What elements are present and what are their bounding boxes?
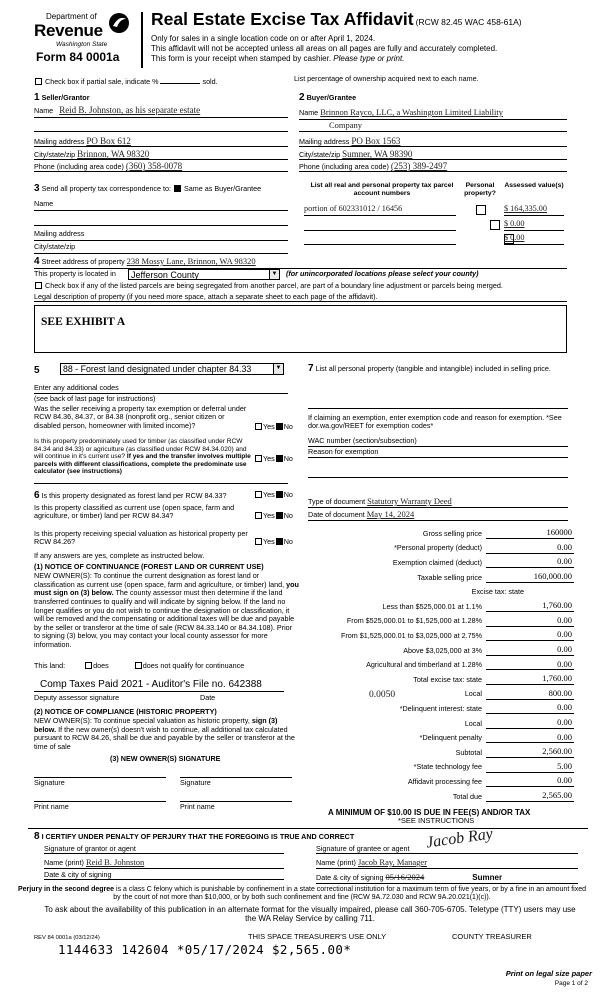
fee-label: From $1,525,000.01 to $3,025,000 at 2.75%: [340, 630, 482, 640]
see-back-note: (see back of last page for instructions): [34, 394, 156, 403]
minimum-due-note: A MINIMUM OF $10.00 IS DUE IN FEE(S) AND/OR TAX: [328, 808, 531, 817]
signature-label-2: Signature: [180, 778, 211, 787]
fee-label: Agricultural and timberland at 1.28%: [366, 660, 482, 670]
header-note-1: Only for sales in a single location code on or after April 1, 2024.: [151, 34, 376, 43]
alt-format-note: To ask about the availability of this publication in an alternate format for the visually impaired, please call 360-705-6705. Teletype (TTY) users may use the WA Relay Service by calling 711.: [44, 905, 576, 924]
buyer-name-line-2[interactable]: [299, 121, 567, 132]
forest-land-question: 6 Is this property designated as forest land per RCW 84.33?: [34, 490, 227, 501]
deputy-signature-label: Deputy assessor signature: [34, 693, 120, 702]
notice-3-title: (3) NEW OWNER(S) SIGNATURE: [110, 754, 221, 763]
doc-type-value: Statutory Warranty Deed: [367, 496, 452, 506]
buyer-mail-value: PO Box 1563: [351, 136, 401, 146]
header-divider: [141, 12, 143, 68]
assessed-value-1[interactable]: $ 164,335.00: [504, 204, 564, 216]
current-use-yes-checkbox[interactable]: [255, 512, 262, 519]
this-land-row: This land: does does not qualify for continuance: [34, 661, 245, 670]
print-legal-note: Print on legal size paper: [505, 969, 592, 978]
buyer-city-field[interactable]: City/state/zip Sumner, WA 98390: [299, 149, 567, 160]
section-7-line: [308, 408, 568, 409]
county-row: This property is located in: [34, 269, 116, 278]
fee-label: Local: [464, 718, 482, 728]
parcels-col-header: List all real and personal property tax parcel account numbers: [310, 182, 454, 197]
seller-name-value: Reid B. Johnston, as his separate estate: [59, 105, 201, 115]
grantor-name-value: Reid B. Johnston: [85, 857, 145, 867]
header-notes: [151, 34, 497, 63]
correspondence-heading: 3 Send all property tax correspondence to: Same as Buyer/Grantee: [34, 183, 262, 194]
current-use-yes-no: Yes No: [254, 512, 293, 520]
seller-phone-value: (360) 358-0078: [125, 161, 183, 171]
seller-empty-line: [34, 122, 288, 132]
same-as-buyer-checkbox[interactable]: [174, 185, 181, 192]
exemption-no-checkbox[interactable]: [276, 423, 283, 430]
notice-1-title: (1) NOTICE OF CONTINUANCE (FOREST LAND OR CURRENT USE): [34, 562, 264, 571]
buyer-name-value-2: Company: [329, 120, 363, 130]
assessed-value-2[interactable]: $ 0.00: [504, 219, 564, 231]
legal-description-box[interactable]: [34, 305, 567, 353]
buyer-name-value-1: Brinnon Rayco, LLC, a Washington Limited Liability: [320, 107, 504, 117]
ownership-note: List percentage of ownership acquired next to each name.: [294, 74, 479, 83]
owner-signature-2[interactable]: [180, 768, 292, 778]
assessor-note-field[interactable]: [34, 679, 284, 692]
fee-row: [312, 542, 574, 554]
seller-city-field[interactable]: City/state/zip Brinnon, WA 98320: [34, 149, 288, 160]
revenue-logo: [34, 10, 138, 66]
fee-amount-field[interactable]: 1,760.00: [486, 601, 574, 612]
timber-yes-checkbox[interactable]: [255, 455, 262, 462]
current-use-no-checkbox[interactable]: [276, 512, 283, 519]
chevron-down-icon: ▼: [273, 364, 283, 374]
grantee-date-value: 05/16/2024: [385, 872, 425, 882]
dept-line1: Department of: [46, 12, 97, 21]
fee-row: [312, 775, 574, 787]
header-note-3: This form is your receipt when stamped by cashier. Please type or print.: [151, 53, 405, 63]
reason-line-2[interactable]: [308, 468, 568, 478]
forest-yes-no: Yes No: [254, 491, 293, 499]
notice-2-text: NEW OWNER(S): To continue special valuation as historic property, sign (3) below. If the new owner(s) doesn't wish to continue, all additional tax calculated pursuant to RCW 84.26, shall be due and payable by the seller or transferor at the time of sale: [34, 716, 295, 751]
timber-no-checkbox[interactable]: [276, 455, 283, 462]
fee-row: [312, 790, 574, 802]
fee-amount-field[interactable]: 160,000.00: [486, 572, 574, 583]
exemption-yes-checkbox[interactable]: [255, 423, 262, 430]
exemption-yes-no: Yes No: [254, 423, 293, 431]
segregated-row: Check box if any of the listed parcels are being segregated from another parcel, are part of a boundary line adjustment or parcels being merged.: [34, 282, 503, 290]
fee-label: Total excise tax: state: [413, 674, 482, 684]
seller-mail-field[interactable]: Mailing address PO Box 612: [34, 136, 288, 147]
treasurer-space-label: THIS SPACE TREASURER'S USE ONLY: [248, 932, 387, 941]
section-5-num: 5: [34, 365, 40, 376]
fee-row: [312, 658, 574, 670]
local-rate: 0.0050: [369, 690, 396, 700]
deputy-date-label: Date: [200, 693, 216, 702]
fee-amount-field[interactable]: 0.00: [486, 660, 574, 671]
seller-mail-value: PO Box 612: [86, 136, 131, 146]
section-8-top-line: [28, 828, 588, 829]
form-number: Form 84 0001a: [36, 50, 120, 64]
print-name-label-2: Print name: [180, 802, 215, 811]
personal-property-checkbox-2[interactable]: [490, 220, 500, 230]
notice-1-text: NEW OWNER(S): To continue the current designation as forest land or classification as current use (open space, farm and agriculture, or timber) land, you must sign on (3) below. The county assessor must then determine if the land transferred continues to qualify and will indicate by signing below. If the land no longer qualifies or you do not wish to continue the designation or classification, it will be removed and the compensating or additional taxes will be due and payable by the seller or transferor at the time of sale (RCW 84.33.140 or 84.34.108). Prior to signing (3) below, you may contact your local county assessor for more information.: [34, 571, 299, 650]
exemption-instructions: If claiming an exemption, enter exemption code and reason for exemption. *See dor.wa.gov/REET for exemption codes*: [308, 413, 562, 431]
header-note-2: This affidavit will not be accepted unless all areas on all pages are fully and accurately completed.: [151, 43, 498, 53]
grantor-name-field[interactable]: Name (print) Reid B. Johnston: [44, 858, 284, 869]
revision-label: REV 84 0001a (03/12/24): [34, 935, 100, 941]
timber-question: Is this property predominately used for timber (as classified under RCW 84.34 and 84.33) or agriculture (as classified under RCW 84.34.020) and will continue in it's current use? If yes and the transfer involves multiple parcels with different classifications, complete the predominate use calculator (see instructions): [34, 438, 251, 476]
fee-label: Less than $525,000.01 at 1.1%: [382, 601, 482, 611]
corr-mail-field[interactable]: Mailing address: [34, 230, 288, 241]
fee-label: From $525,000.01 to $1,525,000 at 1.28%: [346, 616, 482, 626]
fee-row: [312, 761, 574, 773]
dept-state: Washington State: [56, 41, 108, 48]
perjury-note: Perjury in the second degree is a class C felony which is punishable by confinement in a state correctional institution for a maximum term of five years, or by a fine in an amount fixed by the court of not more than $10,000, or by both such confinement and fine (RCW 9A.72.030 and RCW 9A.20.021(1)(c)).: [17, 886, 587, 902]
seller-name-field[interactable]: Name Reid B. Johnston, as his separate estate: [34, 105, 288, 118]
doc-date-value: May 14, 2024: [366, 509, 415, 519]
does-checkbox[interactable]: [85, 662, 92, 669]
grantee-signature: Jacob Ray: [425, 825, 494, 852]
fee-label: Above $3,025,000 at 3%: [403, 645, 482, 655]
doc-date-field[interactable]: Date of document May 14, 2024: [308, 510, 568, 521]
fee-amount-field[interactable]: 0.00: [486, 703, 574, 714]
timber-yes-no: Yes No: [254, 455, 293, 463]
forest-no-checkbox[interactable]: [276, 491, 283, 498]
historical-no-checkbox[interactable]: [276, 538, 283, 545]
if-yes-note: If any answers are yes, complete as instructed below.: [34, 551, 205, 560]
assessed-value-3[interactable]: $ 0.00: [504, 233, 564, 245]
doc-type-field[interactable]: Type of document Statutory Warranty Deed: [308, 497, 568, 508]
fee-label: *Personal property (deduct): [394, 543, 482, 553]
parcel-row-1[interactable]: portion of 602331012 / 16456: [304, 204, 456, 216]
fee-row: [312, 600, 574, 612]
county-note: (for unincorporated locations please select your county): [286, 269, 479, 278]
fee-amount-field[interactable]: 2,565.00: [486, 791, 574, 802]
section-7-text: 7 List all personal property (tangible and intangible) included in selling price.: [308, 363, 551, 374]
grantee-name-value: Jacob Ray, Manager: [357, 857, 428, 867]
fee-row: [312, 571, 574, 583]
fee-row: [312, 746, 574, 758]
revenue-swoosh-icon: [108, 12, 130, 34]
fee-row: [312, 644, 574, 656]
fee-amount-field[interactable]: 2,560.00: [486, 747, 574, 758]
street-address-field[interactable]: 4 Street address of property 238 Mossy Lane, Brinnon, WA 98320: [34, 256, 567, 269]
fee-amount-field[interactable]: 0.00: [486, 733, 574, 744]
fee-row: [312, 585, 574, 597]
personal-property-header: Personal property?: [464, 182, 496, 197]
fee-row: [312, 629, 574, 641]
buyer-heading: 2 Buyer/Grantee: [299, 92, 357, 103]
fee-label: Total due: [452, 791, 482, 801]
owner-print-1[interactable]: [34, 792, 166, 802]
does-not-checkbox[interactable]: [135, 662, 142, 669]
fee-row: [312, 527, 574, 539]
fee-amount-field[interactable]: 160000: [486, 528, 574, 539]
historical-yes-no: Yes No: [254, 538, 293, 546]
fee-label: Local: [464, 689, 482, 699]
wac-number-field[interactable]: WAC number (section/subsection): [308, 437, 568, 447]
grantee-city-value: Sumner: [472, 873, 503, 882]
fee-amount-field[interactable]: 800.00: [486, 689, 574, 700]
fee-label: Taxable selling price: [417, 572, 482, 582]
fee-label: Excise tax: state: [471, 587, 524, 597]
buyer-mail-field[interactable]: Mailing address PO Box 1563: [299, 136, 567, 147]
fee-label: Affidavit processing fee: [407, 776, 482, 786]
buyer-phone-field[interactable]: Phone (including area code) (253) 389-2497: [299, 161, 567, 172]
certify-heading: 8 I CERTIFY UNDER PENALTY OF PERJURY THAT THE FOREGOING IS TRUE AND CORRECT: [34, 831, 355, 842]
fee-label: Exemption claimed (deduct): [392, 557, 482, 567]
see-instructions-note: *SEE INSTRUCTIONS: [398, 816, 475, 825]
segregated-checkbox[interactable]: [35, 282, 42, 289]
fee-row: [312, 688, 574, 700]
form-title: [151, 9, 522, 29]
historical-yes-checkbox[interactable]: [255, 538, 262, 545]
fee-row: [312, 702, 574, 714]
legal-description-value: SEE EXHIBIT A: [41, 316, 126, 328]
partial-sale-row: Check box if partial sale, indicate % sold.: [34, 78, 218, 86]
chevron-down-icon: ▼: [269, 270, 279, 279]
assessed-value-header: Assessed value(s): [504, 182, 564, 189]
county-select[interactable]: Jefferson County ▼: [128, 269, 280, 280]
street-address-value: 238 Mossy Lane, Brinnon, WA 98320: [126, 256, 256, 266]
fee-row: [312, 673, 574, 685]
fee-amount-field[interactable]: 0.00: [486, 543, 574, 554]
fee-label: Subtotal: [455, 747, 482, 757]
current-use-question: Is this property classified as current use (open space, farm and agriculture, or timber) land per RCW 84.34?: [34, 503, 235, 521]
title-ref: (RCW 82.45 WAC 458-61A): [415, 17, 522, 27]
personal-property-checkbox-1[interactable]: [476, 205, 486, 215]
fee-amount-field[interactable]: 1,760.00: [486, 674, 574, 685]
partial-sale-checkbox[interactable]: [35, 78, 42, 85]
forest-yes-checkbox[interactable]: [255, 491, 262, 498]
grantee-date-field[interactable]: Date & city of signing 05/16/2024 Sumner: [316, 873, 578, 884]
fee-label: *State technology fee: [413, 762, 482, 772]
fee-label: Gross selling price: [422, 528, 482, 538]
signature-label-1: Signature: [34, 778, 65, 787]
seller-city-value: Brinnon, WA 98320: [77, 149, 150, 159]
title-text: Real Estate Excise Tax Affidavit: [151, 9, 414, 29]
corr-name-field[interactable]: Name: [34, 200, 288, 211]
owner-signature-1[interactable]: [34, 768, 166, 778]
fee-amount-field[interactable]: 0.00: [486, 645, 574, 656]
fee-amount-field[interactable]: 0.00: [486, 616, 574, 627]
corr-city-field[interactable]: City/state/zip: [34, 243, 288, 254]
fee-amount-field[interactable]: 0.00: [486, 557, 574, 568]
fee-row: [312, 556, 574, 568]
fee-amount-field[interactable]: 0.00: [486, 718, 574, 729]
owner-print-2[interactable]: [180, 792, 292, 802]
historical-question: Is this property receiving special valuation as historical property per RCW 84.26?: [34, 529, 248, 547]
fee-amount-field[interactable]: 0.00: [486, 630, 574, 641]
seller-phone-field[interactable]: Phone (including area code) (360) 358-0078: [34, 161, 288, 172]
grantor-date-field[interactable]: Date & city of signing: [44, 871, 284, 880]
fee-row: [312, 717, 574, 729]
parcel-row-3[interactable]: [304, 233, 456, 245]
page-number: Page 1 of 2: [554, 980, 588, 987]
grantee-name-field[interactable]: Name (print) Jacob Ray, Manager: [316, 858, 578, 869]
buyer-phone-value: (253) 389-2497: [390, 161, 448, 171]
section-5-bottom-line: [34, 483, 288, 484]
exemption-question: Was the seller receiving a property tax exemption or deferral under RCW 84.36, 84.37, or 84.38 (nonprofit org., senior citizen or disabled person, homeowner with limited income)?: [34, 404, 247, 430]
fee-row: [312, 615, 574, 627]
buyer-city-value: Sumner, WA 98390: [342, 149, 413, 159]
fee-amount-field[interactable]: 5.00: [486, 762, 574, 773]
notice-2-title: (2) NOTICE OF COMPLIANCE (HISTORIC PROPERTY): [34, 707, 217, 716]
legal-description-label: Legal description of property (if you need more space, attach a separate sheet to each page of the affidavit).: [34, 293, 567, 302]
treasurer-stamp: 1144633 142604 *05/17/2024 $2,565.00*: [58, 942, 352, 957]
grantee-signature-field[interactable]: Signature of grantee or agent: [316, 845, 578, 854]
fee-label: *Delinquent interest: state: [399, 703, 482, 713]
additional-codes-field[interactable]: Enter any additional codes: [34, 384, 288, 394]
exemption-reason-field[interactable]: Reason for exemption: [308, 448, 568, 458]
fee-row: [312, 731, 574, 743]
print-name-label-1: Print name: [34, 802, 69, 811]
corr-empty-line: [34, 216, 288, 226]
land-use-select[interactable]: 88 - Forest land designated under chapter 84.33 ▼: [60, 363, 284, 375]
county-treasurer-label: COUNTY TREASURER: [452, 932, 532, 941]
buyer-name-field[interactable]: Name Brinnon Rayco, LLC, a Washington Limited Liability: [299, 108, 567, 120]
dept-line2: Revenue: [34, 21, 103, 40]
assessor-note-value: Comp Taxes Paid 2021 - Auditor's File no. 642388: [40, 679, 262, 690]
grantor-signature-field[interactable]: Signature of grantor or agent: [44, 845, 284, 854]
fee-label: *Delinquent penalty: [419, 733, 482, 743]
fee-amount-field[interactable]: 0.00: [486, 776, 574, 787]
parcel-row-2[interactable]: [304, 219, 456, 231]
seller-heading: 1 Seller/Grantor: [34, 92, 90, 103]
